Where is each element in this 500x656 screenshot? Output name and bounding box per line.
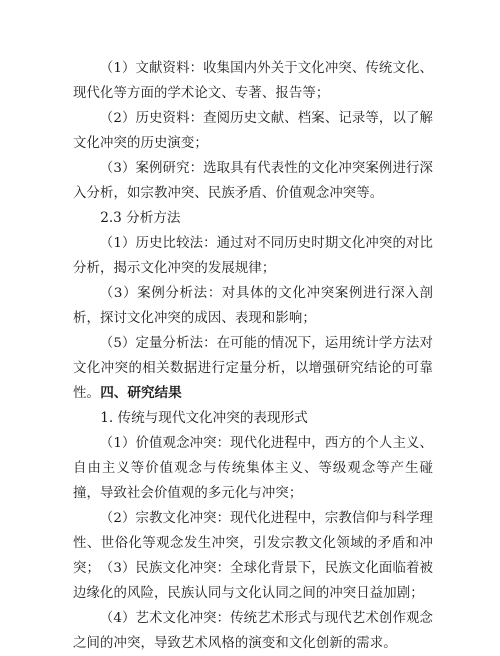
paragraph-religious-conflict: （2）宗教文化冲突：现代化进程中，宗教信仰与科学理性、世俗化等观念发生冲突，引发宗教文化领域的矛盾和冲突； — [73, 511, 433, 576]
paragraph-historical-sources: （2）历史资料：查阅历史文献、档案、记录等，以了解文化冲突的历史演变； — [73, 111, 433, 151]
paragraph-ethnic-conflict: （3）民族文化冲突：全球化背景下，民族文化面临着被边缘化的风险，民族认同与文化认同之间的冲突日益加剧； — [73, 561, 433, 601]
section-heading-analysis-methods: 2.3 分析方法 — [100, 210, 181, 226]
paragraph-case-analysis: （3）案例分析法：对具体的文化冲突案例进行深入剖析，探讨文化冲突的成因、表现和影响； — [73, 286, 433, 326]
paragraph-literature-sources: （1）文献资料：收集国内外关于文化冲突、传统文化、现代化等方面的学术论文、专著、报告等； — [73, 61, 433, 101]
paragraph-case-study: （3）案例研究：选取具有代表性的文化冲突案例进行深入分析，如宗教冲突、民族矛盾、价值观念冲突等。 — [73, 161, 433, 201]
section-heading-conflict-forms: 1. 传统与现代文化冲突的表现形式 — [100, 410, 308, 426]
paragraph-value-conflict: （1）价值观念冲突：现代化进程中，西方的个人主义、自由主义等价值观念与传统集体主义、等级观念等产生碰撞，导致社会价值观的多元化与冲突； — [73, 436, 433, 501]
paragraph-quantitative-analysis: （5）定量分析法：在可能的情况下，运用统计学方法对文化冲突的相关数据进行定量分析，以增强研究结论的可靠性。 — [73, 336, 433, 401]
paragraph-historical-comparison: （1）历史比较法：通过对不同历史时期文化冲突的对比分析，揭示文化冲突的发展规律； — [73, 236, 433, 276]
chapter-heading-research-results: 四、研究结果 — [100, 385, 182, 401]
paragraph-art-conflict: （4）艺术文化冲突：传统艺术形式与现代艺术创作观念之间的冲突，导致艺术风格的演变和文化创新的需求。 — [73, 611, 433, 651]
